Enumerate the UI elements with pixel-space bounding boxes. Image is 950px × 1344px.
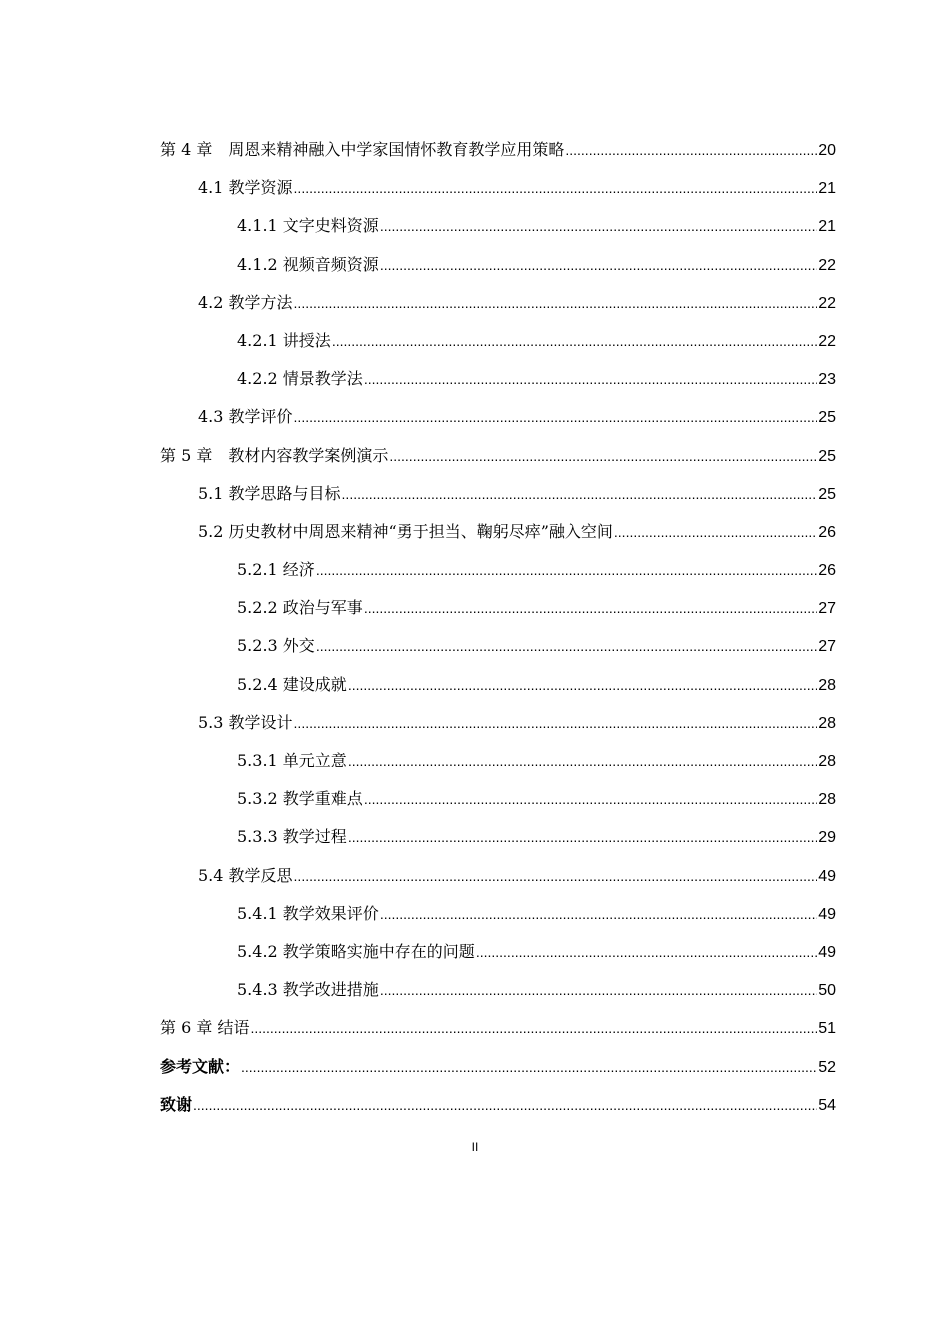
toc-entry-chapter-4[interactable] [160, 131, 836, 169]
toc-leader-dots [316, 551, 817, 589]
toc-entry-page: 28 [818, 676, 836, 694]
toc-entry-title: 参考文献： [160, 1056, 241, 1076]
toc-entry-page: 22 [818, 332, 836, 350]
toc-entry-5-2-1[interactable] [160, 551, 836, 589]
page-number: II [471, 1140, 479, 1154]
toc-entry-page: 26 [818, 523, 836, 541]
toc-entry-5-4-3[interactable] [160, 971, 836, 1009]
toc-entry-page: 27 [818, 638, 836, 656]
toc-entry-5-2-4[interactable] [160, 666, 836, 704]
toc-entry-page: 54 [818, 1096, 836, 1114]
toc-entry-title: 4.1 教学资源 [198, 178, 293, 198]
toc-entry-4-3[interactable] [160, 398, 836, 436]
toc-entry-title: 5.2.3 外交 [237, 636, 315, 656]
toc-entry-5-3-1[interactable] [160, 742, 836, 780]
toc-leader-dots [250, 1009, 817, 1047]
toc-leader-dots [348, 818, 817, 856]
toc-entry-page: 49 [818, 943, 836, 961]
toc-entry-title: 致谢 [160, 1094, 193, 1114]
toc-entry-5-3[interactable] [160, 704, 836, 742]
toc-leader-dots [364, 360, 817, 398]
toc-entry-page: 49 [818, 905, 836, 923]
toc-entry-page: 21 [818, 218, 836, 236]
toc-entry-page: 49 [818, 867, 836, 885]
toc-leader-dots [348, 742, 817, 780]
toc-entry-title: 4.2 教学方法 [198, 292, 293, 312]
toc-entry-4-1[interactable] [160, 169, 836, 207]
toc-entry-page: 28 [818, 791, 836, 809]
toc-leader-dots [380, 246, 817, 284]
toc-entry-title: 第 5 章 教材内容教学案例演示 [160, 445, 389, 465]
toc-leader-dots [294, 169, 818, 207]
toc-entry-page: 27 [818, 600, 836, 618]
toc-leader-dots [316, 627, 817, 665]
toc-entry-4-2-1[interactable] [160, 322, 836, 360]
toc-entry-title: 4.3 教学评价 [198, 407, 293, 427]
toc-leader-dots [380, 895, 817, 933]
toc-entry-title: 5.3.1 单元立意 [237, 751, 347, 770]
toc-leader-dots [380, 971, 817, 1009]
toc-entry-4-2-2[interactable] [160, 360, 836, 398]
table-of-contents [160, 131, 836, 1124]
toc-leader-dots [614, 513, 817, 551]
toc-entry-page: 21 [818, 180, 836, 198]
toc-entry-title: 4.1.1 文字史料资源 [237, 216, 379, 236]
toc-entry-5-4[interactable] [160, 857, 836, 895]
toc-entry-title: 4.1.2 视频音频资源 [237, 254, 379, 274]
toc-entry-4-2[interactable] [160, 284, 836, 322]
toc-entry-5-4-2[interactable] [160, 933, 836, 971]
toc-entry-4-1-1[interactable] [160, 207, 836, 245]
toc-entry-title: 5.2.4 建设成就 [237, 674, 347, 694]
toc-entry-title: 5.3.2 教学重难点 [237, 789, 363, 809]
toc-leader-dots [342, 475, 818, 513]
toc-leader-dots [241, 1048, 817, 1086]
toc-leader-dots [294, 284, 818, 322]
toc-entry-5-2-3[interactable] [160, 627, 836, 665]
toc-leader-dots [348, 666, 817, 704]
toc-entry-acknowledgements[interactable] [160, 1086, 836, 1124]
toc-entry-page: 25 [818, 447, 836, 465]
toc-entry-title: 5.3.3 教学过程 [237, 827, 347, 847]
toc-entry-page: 20 [818, 142, 836, 159]
toc-leader-dots [294, 398, 818, 436]
toc-leader-dots [389, 437, 817, 475]
toc-entry-page: 22 [818, 294, 836, 312]
toc-leader-dots [294, 857, 818, 895]
toc-entry-title: 5.1 教学思路与目标 [198, 483, 341, 503]
toc-entry-5-2[interactable] [160, 513, 836, 551]
toc-entry-page: 26 [818, 562, 836, 580]
toc-entry-title: 第 6 章 结语 [160, 1018, 250, 1038]
toc-entry-title: 4.2.1 讲授法 [237, 330, 331, 350]
toc-entry-page: 23 [818, 371, 836, 389]
toc-entry-chapter-6[interactable] [160, 1009, 836, 1047]
toc-entry-title: 5.2 历史教材中周恩来精神“勇于担当、鞠躬尽瘁”融入空间 [198, 521, 613, 541]
toc-leader-dots [364, 589, 817, 627]
toc-entry-title: 5.4.3 教学改进措施 [237, 980, 379, 1000]
toc-entry-page: 25 [818, 409, 836, 427]
toc-leader-dots [476, 933, 817, 971]
toc-leader-dots [332, 322, 817, 360]
toc-leader-dots [294, 704, 818, 742]
toc-entry-title: 5.3 教学设计 [198, 712, 293, 732]
toc-entry-page: 28 [818, 714, 836, 732]
toc-leader-dots [380, 207, 817, 245]
toc-entry-chapter-5[interactable] [160, 437, 836, 475]
toc-entry-page: 28 [818, 753, 836, 770]
toc-entry-title: 5.4 教学反思 [198, 865, 293, 885]
toc-entry-5-4-1[interactable] [160, 895, 836, 933]
toc-entry-title: 第 4 章 周恩来精神融入中学家国情怀教育教学应用策略 [160, 140, 565, 159]
toc-entry-5-1[interactable] [160, 475, 836, 513]
toc-entry-title: 5.4.2 教学策略实施中存在的问题 [237, 941, 475, 961]
toc-leader-dots [364, 780, 817, 818]
toc-entry-title: 5.4.1 教学效果评价 [237, 903, 379, 923]
toc-entry-page: 29 [818, 829, 836, 847]
toc-entry-title: 4.2.2 情景教学法 [237, 369, 363, 389]
toc-entry-page: 52 [818, 1058, 836, 1076]
toc-leader-dots [193, 1086, 817, 1124]
toc-entry-title: 5.2.2 政治与军事 [237, 598, 363, 618]
toc-leader-dots [565, 131, 817, 169]
toc-entry-page: 50 [818, 982, 836, 1000]
toc-entry-4-1-2[interactable] [160, 246, 836, 284]
toc-entry-page: 51 [818, 1020, 836, 1038]
toc-entry-page: 25 [818, 485, 836, 503]
toc-entry-references[interactable] [160, 1048, 836, 1086]
toc-entry-5-3-2[interactable] [160, 780, 836, 818]
toc-entry-page: 22 [818, 256, 836, 274]
toc-entry-title: 5.2.1 经济 [237, 560, 315, 580]
toc-entry-5-3-3[interactable] [160, 818, 836, 856]
toc-entry-5-2-2[interactable] [160, 589, 836, 627]
